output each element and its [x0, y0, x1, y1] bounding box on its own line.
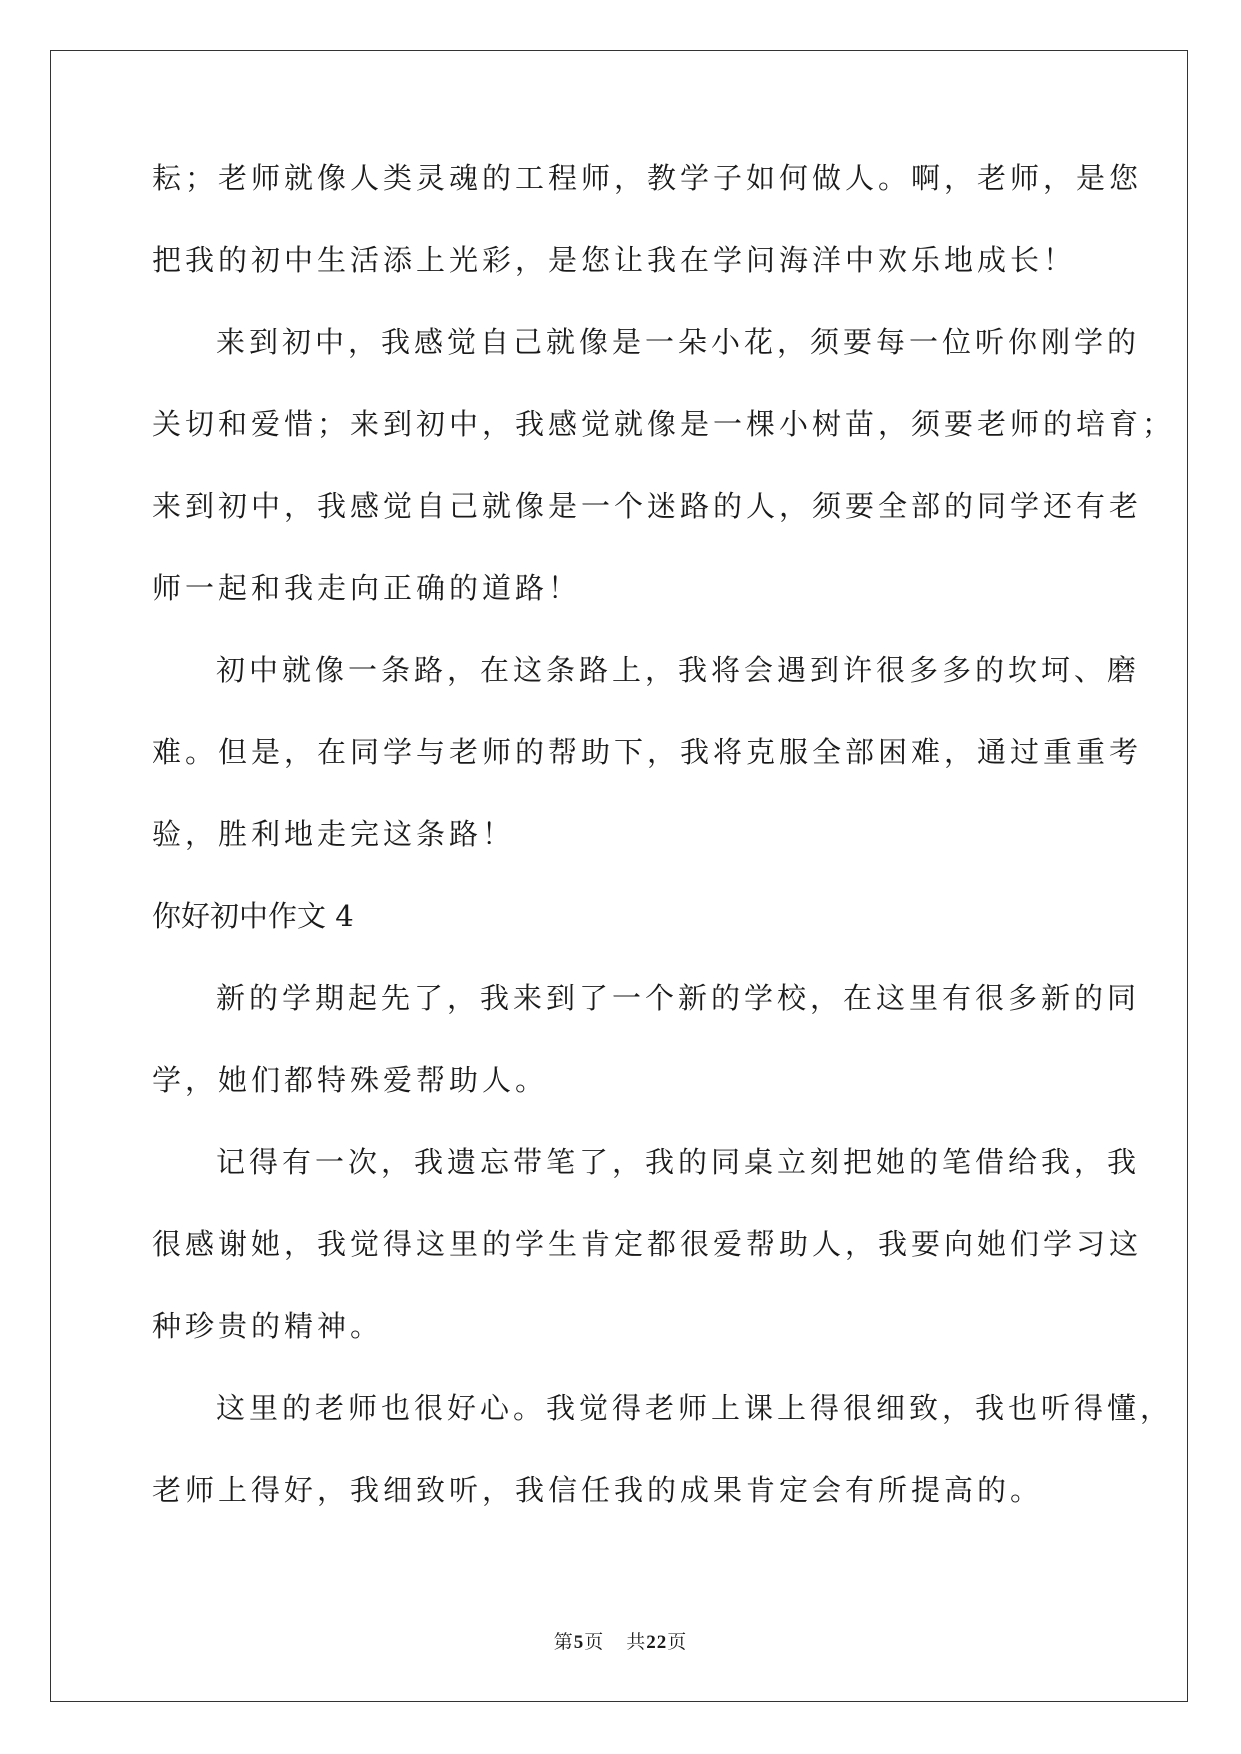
text-line: 把我的初中生活添上光彩，是您让我在学问海洋中欢乐地成长！ [152, 243, 1077, 277]
text-line: 种珍贵的精神。 [152, 1309, 384, 1343]
text-line: 来到初中，我感觉自己就像是一个迷路的人，须要全部的同学还有老 [152, 489, 1143, 523]
text-line: 很感谢她，我觉得这里的学生肯定都很爱帮助人，我要向她们学习这 [152, 1227, 1143, 1261]
paragraph-start: 来到初中，我感觉自己就像是一朵小花，须要每一位听你刚学的 [216, 325, 1141, 359]
total-suffix: 页 [667, 1631, 688, 1653]
paragraph-start: 这里的老师也很好心。我觉得老师上课上得很细致，我也听得懂， [216, 1391, 1174, 1425]
page-number: 5 [573, 1632, 585, 1653]
paragraph-start: 新的学期起先了，我来到了一个新的学校，在这里有很多新的同 [216, 981, 1141, 1015]
page-total: 22 [646, 1632, 668, 1653]
document-body [152, 161, 1176, 1507]
paragraph-start: 记得有一次，我遗忘带笔了，我的同桌立刻把她的笔借给我，我 [216, 1145, 1141, 1179]
text-line: 师一起和我走向正确的道路！ [152, 571, 582, 605]
paragraph-start: 初中就像一条路，在这条路上，我将会遇到许很多多的坎坷、磨 [216, 653, 1141, 687]
text-line: 难。但是，在同学与老师的帮助下，我将克服全部困难，通过重重考 [152, 735, 1143, 769]
total-prefix: 共 [626, 1631, 647, 1653]
text-line: 验，胜利地走完这条路！ [152, 817, 516, 851]
text-line: 耘；老师就像人类灵魂的工程师，教学子如何做人。啊，老师，是您 [152, 161, 1143, 195]
page-suffix: 页 [584, 1631, 605, 1653]
page-prefix: 第 [553, 1631, 574, 1653]
section-heading: 你好初中作文 4 [152, 899, 354, 933]
text-line: 学，她们都特殊爱帮助人。 [152, 1063, 549, 1097]
text-line: 老师上得好，我细致听，我信任我的成果肯定会有所提高的。 [152, 1473, 1044, 1507]
page-footer [0, 1630, 1241, 1655]
text-line: 关切和爱惜；来到初中，我感觉就像是一棵小树苗，须要老师的培育； [152, 407, 1176, 441]
